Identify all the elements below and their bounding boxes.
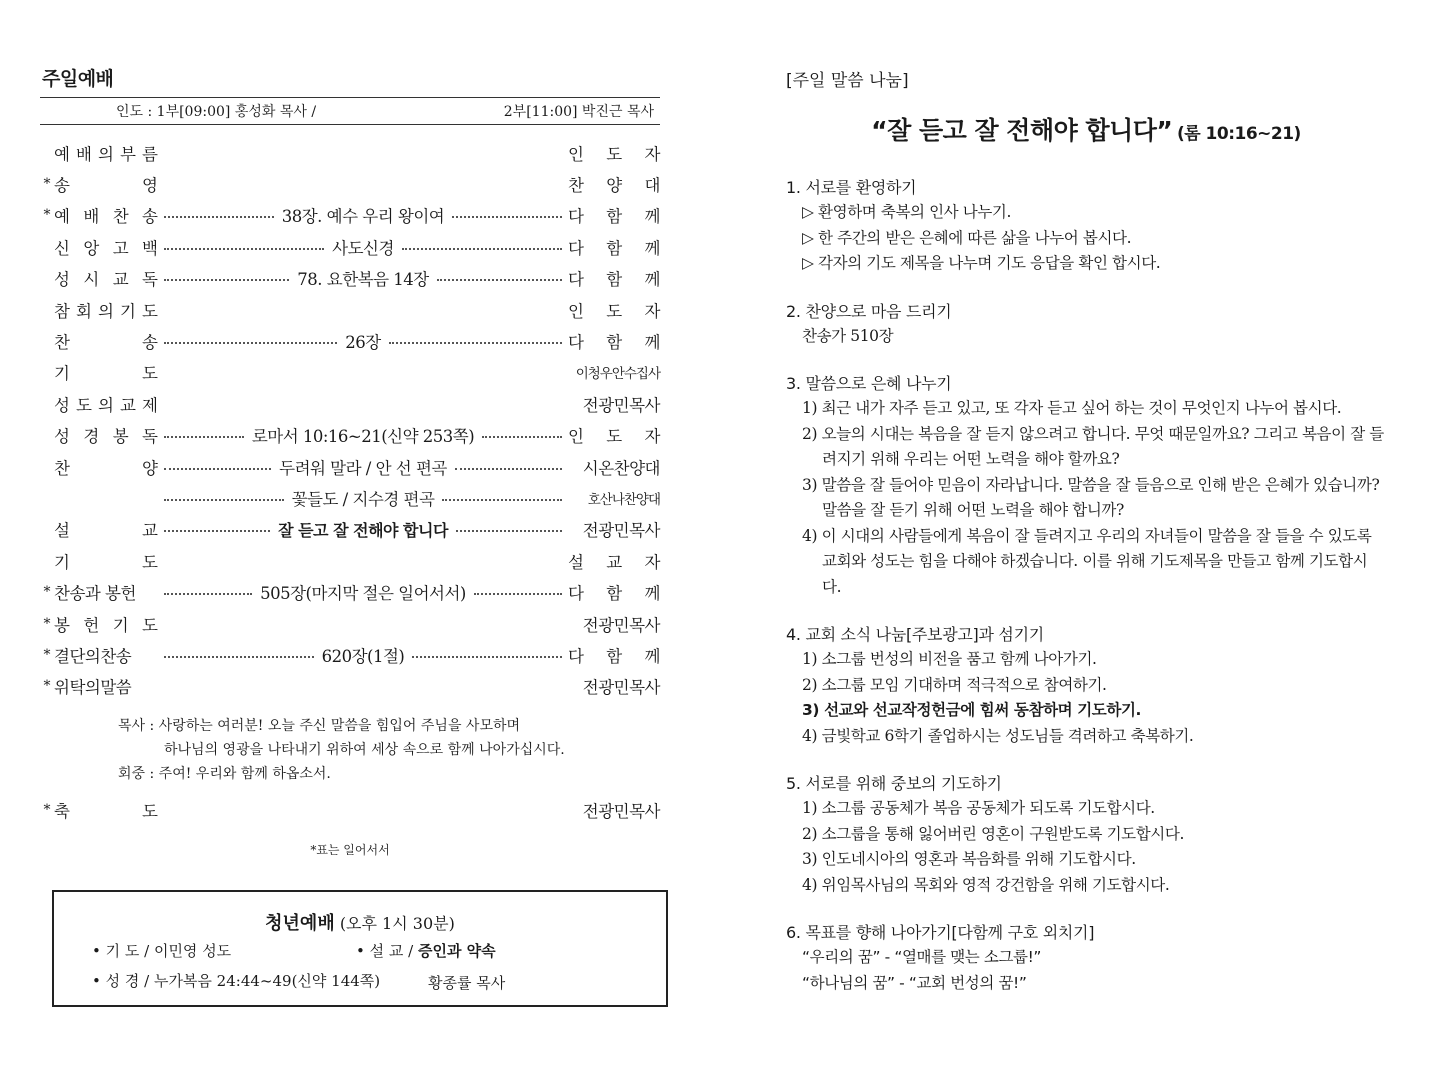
dot-leader	[164, 560, 562, 562]
list-item: 2) 오늘의 시대는 복음을 잘 듣지 않으려고 합니다. 무엇 때문일까요? 그리고 복음이 잘 들려지기 위해 우리는 어떤 노력을 해야 할까요?	[802, 424, 1384, 468]
order-item-detail: 505장(마지막 절은 일어서서)	[260, 584, 466, 604]
standing-note: *표는 일어서서	[310, 843, 390, 858]
order-item-leader	[568, 423, 660, 447]
order-item-leader	[568, 266, 660, 290]
order-item-name-char: 찬	[54, 333, 70, 353]
order-item-name-char: 찬	[54, 458, 70, 478]
order-item-name	[54, 643, 158, 667]
order-item-name-char: 도	[142, 801, 158, 821]
youth-service-box	[52, 890, 668, 1007]
people-line: 주여! 우리와 함께 하옵소서.	[158, 766, 331, 783]
order-item-leader-char: 다	[568, 238, 584, 258]
order-item-leader-char: 께	[644, 238, 660, 258]
order-item-name-char: 도	[142, 615, 158, 635]
order-item-name-char: 봉	[54, 615, 70, 635]
list-item: “우리의 꿈” - “열매를 맺는 소그룹!”	[802, 948, 1042, 966]
order-item-detail: 26장	[345, 333, 381, 353]
order-item-leader	[568, 203, 660, 227]
order-item-leader-char: 함	[606, 333, 622, 353]
dot-leader	[164, 809, 562, 811]
sermon-sharing-page	[786, 66, 1386, 996]
order-item-name-char: 고	[112, 238, 129, 258]
benediction-row	[40, 794, 660, 825]
order-list	[40, 137, 660, 702]
leader-second-service: 2부[11:00] 박진근 목사	[503, 104, 654, 120]
order-item-name-char: 교	[112, 270, 129, 290]
order-item-leader-char: 전광민목사	[582, 801, 660, 821]
order-item-name	[54, 612, 158, 636]
order-item-leader-char: 전광민목사	[582, 395, 660, 415]
order-item-name-char: 송	[54, 176, 70, 196]
section-title: 주일예배	[42, 68, 114, 90]
order-item-leader	[568, 362, 660, 382]
order-item-leader-char: 전광민목사	[582, 615, 660, 635]
order-item-name-char: 양	[142, 458, 158, 478]
list-item: 3) 선교와 선교작정헌금에 힘써 동참하며 기도하기.	[802, 701, 1141, 719]
list-item: ▷ 환영하며 축복의 인사 나누기.	[802, 203, 1012, 221]
order-item-leader-char: 께	[644, 270, 660, 290]
responsive-reading	[118, 714, 660, 786]
order-item-leader-char: 다	[568, 333, 584, 353]
order-item-name-char: 성	[54, 427, 70, 447]
leaders-bar	[40, 97, 660, 125]
order-item-name-char: 배	[83, 207, 100, 227]
dot-leader	[164, 152, 562, 154]
order-item-leader	[568, 298, 660, 322]
order-item-name-char: 교	[142, 521, 158, 541]
order-item-name-char: 축	[54, 801, 70, 821]
dot-leader	[164, 486, 562, 510]
order-item-name-char: 백	[142, 238, 158, 258]
order-row	[40, 794, 660, 825]
section-praise	[786, 299, 1386, 350]
order-item-name	[54, 392, 158, 416]
order-item-name-char: 성	[54, 395, 70, 415]
order-item-leader	[568, 392, 660, 416]
order-item-name-char: 경	[83, 427, 100, 447]
section-intercession	[786, 771, 1386, 898]
order-item-name-char: 시	[83, 270, 100, 290]
order-item-leader-char: 도	[606, 427, 622, 447]
standing-mark: *	[43, 615, 51, 632]
youth-time: (오후 1시 30분)	[339, 914, 455, 933]
section-head: 5. 서로를 위해 중보의 기도하기	[786, 774, 1002, 793]
dot-leader	[164, 266, 562, 290]
list-item: ▷ 한 주간의 받은 은혜에 따른 삶을 나누어 봅시다.	[802, 228, 1132, 247]
list-item: 2) 소그룹을 통해 잃어버린 영혼이 구원받도록 기도합시다.	[802, 824, 1184, 843]
order-row	[40, 294, 660, 325]
order-item-leader	[568, 172, 660, 196]
order-item-leader-char: 전광민목사	[582, 521, 660, 541]
order-item-name-char: 송	[142, 207, 158, 227]
order-item-name-char: 제	[142, 395, 158, 415]
pastor-label: 목사 :	[118, 718, 159, 735]
order-item-leader-char: 찬	[568, 176, 584, 196]
order-item-name	[54, 172, 158, 196]
youth-preacher: 황종률 목사	[428, 974, 506, 992]
list-item: 4) 이 시대의 사람들에게 복음이 잘 들려지고 우리의 자녀들이 말씀을 잘 들을 수 있도록 교회와 성도는 힘을 다해야 하겠습니다. 이를 위해 기도제목을 만들고 함께 기도합시다.	[802, 526, 1372, 596]
list-item: 3) 말씀을 잘 들어야 믿음이 자라납니다. 말씀을 잘 들음으로 인해 받은 은혜가 있습니까? 말씀을 잘 듣기 위해 어떤 노력을 해야 합니까?	[802, 475, 1380, 519]
order-item-name-char: 부	[120, 144, 136, 164]
people-label: 회중 :	[118, 766, 159, 783]
order-item-name-char: 독	[142, 427, 158, 447]
order-item-leader	[568, 674, 660, 698]
list-item: 찬송가 510장	[802, 326, 894, 345]
list-item: 4) 위임목사님의 목회와 영적 강건함을 위해 기도합시다.	[802, 875, 1170, 894]
section-head: 2. 찬양으로 마음 드리기	[786, 301, 952, 321]
order-item-leader-char: 다	[568, 270, 584, 290]
order-item-name-char: 독	[142, 270, 158, 290]
dot-leader	[164, 623, 562, 625]
order-item-leader-char: 시온찬양대	[582, 458, 660, 478]
order-item-leader	[568, 798, 660, 822]
standing-mark: *	[43, 678, 51, 695]
order-item-leader-char: 함	[606, 584, 622, 604]
order-item-leader-char: 이청우안수집사	[575, 366, 660, 383]
order-row	[40, 200, 660, 231]
order-item-name-char: 의	[98, 395, 114, 415]
standing-mark: *	[43, 584, 51, 601]
order-item-name	[54, 517, 158, 541]
order-row	[40, 671, 660, 702]
order-item-name-char: 성	[54, 270, 70, 290]
dot-leader	[164, 685, 562, 687]
order-item-detail: 잘 듣고 잘 전해야 합니다	[278, 520, 448, 540]
worship-order-page	[40, 64, 660, 858]
order-item-name	[54, 549, 158, 573]
pastor-line-2: 하나님의 영광을 나타내기 위하여 세상 속으로 함께 나아가십시다.	[164, 742, 565, 759]
list-item: “하나님의 꿈” - “교회 번성의 꿈!”	[802, 973, 1027, 992]
dot-leader	[164, 580, 562, 604]
order-item-leader-char: 인	[568, 301, 584, 321]
order-item-name-char: 기	[120, 301, 136, 321]
order-item-leader-char: 설	[568, 552, 584, 572]
dot-leader	[164, 423, 562, 447]
pastor-line-1: 사랑하는 여러분! 오늘 주신 말씀을 힘입어 주님을 사모하며	[158, 718, 521, 735]
order-item-detail: 38장. 예수 우리 왕이여	[281, 207, 445, 227]
order-row	[40, 263, 660, 294]
order-item-name-char: 예	[54, 207, 70, 227]
order-item-name-char: 헌	[83, 615, 100, 635]
dot-leader	[164, 403, 562, 405]
dot-leader	[164, 455, 562, 479]
dot-leader	[164, 309, 562, 311]
order-row	[40, 231, 660, 262]
list-item: 2) 소그룹 모임 기대하며 적극적으로 참여하기.	[802, 675, 1107, 694]
order-item-name	[54, 141, 158, 165]
order-item-name-char: 도	[142, 552, 158, 572]
order-item-name-char: 교	[120, 395, 136, 415]
order-item-detail: 사도신경	[332, 238, 394, 258]
order-item-leader-char: 함	[606, 207, 622, 227]
order-item-detail: 로마서 10:16~21(신약 253쪽)	[251, 427, 475, 447]
youth-prayer: • 기 도 / 이민영 성도	[92, 942, 232, 960]
section-word	[786, 371, 1386, 600]
order-item-name-char: 기	[112, 615, 129, 635]
order-item-leader-char: 함	[606, 238, 622, 258]
dot-leader	[164, 518, 562, 541]
leader-first-service: 인도 : 1부[09:00] 홍성화 목사 /	[116, 104, 317, 120]
order-item-leader-char: 다	[568, 584, 584, 604]
order-item-leader	[568, 455, 660, 479]
order-item-name-char: 봉	[112, 427, 129, 447]
order-item-name	[54, 298, 158, 322]
order-item-name-char: 찬	[112, 207, 129, 227]
order-item-leader-char: 도	[606, 144, 622, 164]
order-item-leader-char: 께	[644, 584, 660, 604]
order-item-name-char: 참	[54, 301, 70, 321]
youth-scripture: • 성 경 / 누가복음 24:44~49(신약 144쪽)	[92, 972, 381, 990]
list-item: 1) 소그룹 번성의 비전을 품고 함께 나아가기.	[802, 650, 1097, 668]
order-item-name-char: 의	[98, 301, 114, 321]
standing-mark: *	[43, 176, 51, 193]
order-row	[40, 420, 660, 451]
standing-mark: *	[43, 801, 51, 818]
dot-leader	[164, 643, 562, 667]
standing-mark: *	[43, 207, 51, 224]
list-item: 1) 최근 내가 자주 듣고 있고, 또 각자 듣고 싶어 하는 것이 무엇인지 나누어 봅시다.	[802, 399, 1342, 417]
order-item-name	[54, 580, 158, 604]
order-item-name-char: 위탁의말씀	[54, 678, 132, 698]
section-head: 1. 서로를 환영하기	[786, 178, 917, 197]
order-item-leader-char: 께	[644, 333, 660, 353]
sermon-reference: (롬 10:16~21)	[1176, 124, 1301, 144]
order-item-name-char: 결단의찬송	[54, 646, 132, 666]
order-item-name	[54, 674, 158, 698]
order-item-leader-char: 도	[606, 301, 622, 321]
order-row	[40, 325, 660, 356]
dot-leader	[164, 329, 562, 353]
order-item-leader	[568, 549, 660, 573]
order-item-leader-char: 호산나찬양대	[587, 491, 660, 508]
dot-leader	[164, 371, 562, 373]
order-item-name-char: 설	[54, 521, 70, 541]
order-item-leader	[568, 329, 660, 353]
order-item-leader-char: 교	[606, 552, 622, 572]
order-row	[40, 545, 660, 576]
order-item-leader	[568, 141, 660, 165]
order-item-leader-char: 다	[568, 646, 584, 666]
order-item-detail: 두려워 말라 / 안 선 편곡	[279, 458, 447, 478]
order-item-detail: 꽃들도 / 지수경 편곡	[291, 489, 435, 509]
order-item-leader	[568, 612, 660, 636]
order-item-name	[54, 329, 158, 353]
order-item-leader-char: 인	[568, 427, 584, 447]
youth-sermon-title: 증인과 약속	[417, 942, 496, 960]
order-item-name-char: 찬송과 봉헌	[54, 584, 136, 604]
sermon-title	[786, 111, 1386, 147]
section-head: 3. 말씀으로 은혜 나누기	[786, 374, 952, 393]
order-item-name-char: 도	[142, 301, 158, 321]
order-item-leader-char: 전광민목사	[582, 678, 660, 698]
order-item-leader-char: 함	[606, 646, 622, 666]
order-item-name	[54, 203, 158, 227]
order-item-detail: 620장(1절)	[321, 646, 405, 666]
order-row	[40, 514, 660, 545]
order-item-name	[54, 455, 158, 479]
list-item: ▷ 각자의 기도 제목을 나누며 기도 응답을 확인 합시다.	[802, 254, 1161, 272]
section-head: 6. 목표를 향해 나아가기[다함께 구호 외치기]	[786, 923, 1095, 942]
order-item-leader	[568, 488, 660, 508]
list-item: 3) 인도네시아의 영혼과 복음화를 위해 기도합시다.	[802, 850, 1136, 868]
sermon-title-text: “잘 듣고 잘 전해야 합니다”	[871, 116, 1173, 145]
order-item-name-char: 름	[142, 144, 158, 164]
dot-leader	[164, 203, 562, 227]
order-item-leader-char: 자	[644, 144, 660, 164]
order-row	[40, 482, 660, 513]
order-item-name	[54, 798, 158, 822]
standing-mark: *	[43, 646, 51, 663]
order-item-name	[54, 266, 158, 290]
order-item-leader	[568, 235, 660, 259]
order-item-name	[54, 360, 158, 384]
order-item-leader-char: 께	[644, 207, 660, 227]
order-item-name-char: 도	[76, 395, 92, 415]
order-item-name-char: 신	[54, 238, 70, 258]
section-welcome	[786, 175, 1386, 277]
order-item-name-char: 영	[142, 176, 158, 196]
order-item-name-char: 의	[98, 144, 114, 164]
order-item-detail: 78. 요한복음 14장	[297, 270, 429, 290]
order-row	[40, 168, 660, 199]
order-item-name	[54, 423, 158, 447]
dot-leader	[164, 235, 562, 259]
order-item-leader-char: 자	[644, 552, 660, 572]
list-item: 1) 소그룹 공동체가 복음 공동체가 되도록 기도합시다.	[802, 799, 1155, 817]
section-goal	[786, 920, 1386, 996]
list-item: 4) 금빛학교 6학기 졸업하시는 성도님들 격려하고 축복하기.	[802, 726, 1194, 745]
order-item-leader	[568, 580, 660, 604]
order-item-name-char: 송	[142, 333, 158, 353]
order-row	[40, 576, 660, 607]
order-row	[40, 639, 660, 670]
order-item-name-char: 회	[76, 301, 92, 321]
order-row	[40, 388, 660, 419]
order-item-name-char: 예	[54, 144, 70, 164]
order-row	[40, 608, 660, 639]
order-item-leader-char: 인	[568, 144, 584, 164]
order-item-leader	[568, 517, 660, 541]
order-item-leader-char: 양	[606, 176, 622, 196]
section-head: 4. 교회 소식 나눔[주보광고]과 섬기기	[786, 625, 1044, 644]
order-row	[40, 137, 660, 168]
order-item-leader	[568, 643, 660, 667]
order-item-name-char: 앙	[83, 238, 100, 258]
order-item-name-char: 기	[54, 552, 70, 572]
youth-sermon: • 설 교 / 증인과 약속	[356, 942, 496, 960]
order-row	[40, 357, 660, 388]
sharing-tag: [주일 말씀 나눔]	[786, 71, 909, 91]
youth-title: 청년예배 (오후 1시 30분)	[265, 913, 455, 934]
order-item-name-char: 기	[54, 364, 70, 384]
order-item-leader-char: 대	[644, 176, 660, 196]
order-row	[40, 451, 660, 482]
order-item-name-char: 도	[142, 364, 158, 384]
order-item-name	[54, 235, 158, 259]
order-item-leader-char: 함	[606, 270, 622, 290]
section-news	[786, 622, 1386, 749]
order-item-leader-char: 께	[644, 646, 660, 666]
order-item-leader-char: 자	[644, 427, 660, 447]
order-item-leader-char: 자	[644, 301, 660, 321]
order-item-leader-char: 다	[568, 207, 584, 227]
dot-leader	[164, 183, 562, 185]
order-item-name-char: 배	[76, 144, 92, 164]
